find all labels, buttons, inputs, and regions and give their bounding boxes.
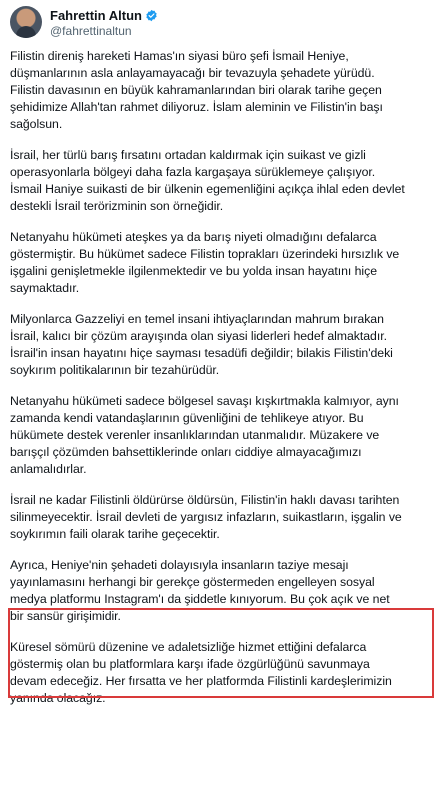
text-line: destekli İsrail terörizminin son örneğidir. xyxy=(10,199,224,213)
author-handle[interactable]: @fahrettinaltun xyxy=(50,24,132,38)
text-line: yayınlamasını herhangi bir gerekçe göstermeden engelleyen sosyal xyxy=(10,575,375,589)
text-line: göstermiş olan bu platformlara karşı ifade özgürlüğünü savunmaya xyxy=(10,657,370,671)
text-line: İsrail, kalıcı bir çözüm arayışında olan siyasi liderleri hedef almaktadır. xyxy=(10,329,387,343)
text-line: bir sansür girişimidir. xyxy=(10,609,121,623)
text-line: Netanyahu hükümeti ateşkes ya da barış niyeti olmadığını defalarca xyxy=(10,230,377,244)
text-line: Filistin davasının en büyük kahramanlarından biri olarak tarihe geçen xyxy=(10,83,382,97)
tweet-header xyxy=(10,6,430,40)
text-line: medya platformu Instagram'ı da şiddetle kınıyorum. Bu çok açık ve net xyxy=(10,592,390,606)
text-line: operasyonlarla bölgeyi daha fazla kargaşaya sürüklemeye çalışıyor. xyxy=(10,165,376,179)
text-line: İsrail'in insan hayatını hiçe sayması tesadüfi değildir; bilakis Filistin'deki xyxy=(10,346,393,360)
text-line: düşmanlarının asla anlayamayacağı bir tevazuyla şehadete yürüdü. xyxy=(10,66,375,80)
author-name-row xyxy=(50,8,158,23)
text-line: İsmail Haniye suikasti de bir ülkenin egemenliğini açıkça ihlal eden devlet xyxy=(10,182,405,196)
text-line: göstermiştir. Bu hükümet sadece Filistin toprakları üzerindeki hırsızlık ve xyxy=(10,247,400,261)
text-line: zamanda kendi vatandaşlarının güvenliğini de tehlikeye atıyor. Bu xyxy=(10,411,364,425)
verified-badge-icon xyxy=(145,9,158,22)
author-name[interactable]: Fahrettin Altun xyxy=(50,8,142,23)
text-line: devam edeceğiz. Her fırsatta ve her platformda Filistinli kardeşlerimizin xyxy=(10,674,392,688)
text-line: yanında olacağız. xyxy=(10,691,106,705)
paragraph-5 xyxy=(10,393,436,478)
text-line: Milyonlarca Gazzeliyi en temel insani ihtiyaçlarından mahrum bırakan xyxy=(10,312,384,326)
text-line: işgalini genişletmekle ilgilenmektedir ve bu yolda insan hayatını hiçe xyxy=(10,264,377,278)
text-line: İsrail ne kadar Filistinli öldürürse öldürsün, Filistin'in haklı davası tarihten xyxy=(10,493,400,507)
paragraph-6 xyxy=(10,492,436,543)
highlight-box xyxy=(8,608,434,698)
text-line: barışçıl çözümden bahsettiklerinde onları ciddiye almayacağımızı xyxy=(10,445,362,459)
paragraph-3 xyxy=(10,229,436,297)
paragraph-1 xyxy=(10,48,436,133)
text-line: Küresel sömürü düzenine ve adaletsizliğe hizmet ettiğini defalarca xyxy=(10,640,367,654)
text-line: silinmeyecektir. İsrail devleti de yargısız infazların, suikastların, işgalin ve xyxy=(10,510,402,524)
paragraph-2 xyxy=(10,147,436,215)
text-line: şehidimize Allah'tan rahmet diliyoruz. İslam aleminin ve Filistin'in başı xyxy=(10,100,383,114)
text-line: hükümete destek verenler insanlıklarından utanmalıdır. Müzakere ve xyxy=(10,428,380,442)
avatar[interactable] xyxy=(10,6,42,38)
text-line: Netanyahu hükümeti sadece bölgesel savaşı kışkırtmakla kalmıyor, aynı xyxy=(10,394,399,408)
text-line: soykırım politikalarının bir tezahürüdür. xyxy=(10,363,220,377)
text-line: anlamalıdırlar. xyxy=(10,462,87,476)
text-line: Filistin direniş hareketi Hamas'ın siyasi büro şefi İsmail Heniye, xyxy=(10,49,349,63)
text-line: sağolsun. xyxy=(10,117,63,131)
text-line: Ayrıca, Heniye'nin şehadeti dolayısıyla insanların taziye mesajı xyxy=(10,558,349,572)
text-line: soykırımın faili olarak tarihe geçecektir. xyxy=(10,527,220,541)
text-line: İsrail, her türlü barış fırsatını ortadan kaldırmak için suikast ve gizli xyxy=(10,148,366,162)
paragraph-4 xyxy=(10,311,436,379)
text-line: saymaktadır. xyxy=(10,281,80,295)
